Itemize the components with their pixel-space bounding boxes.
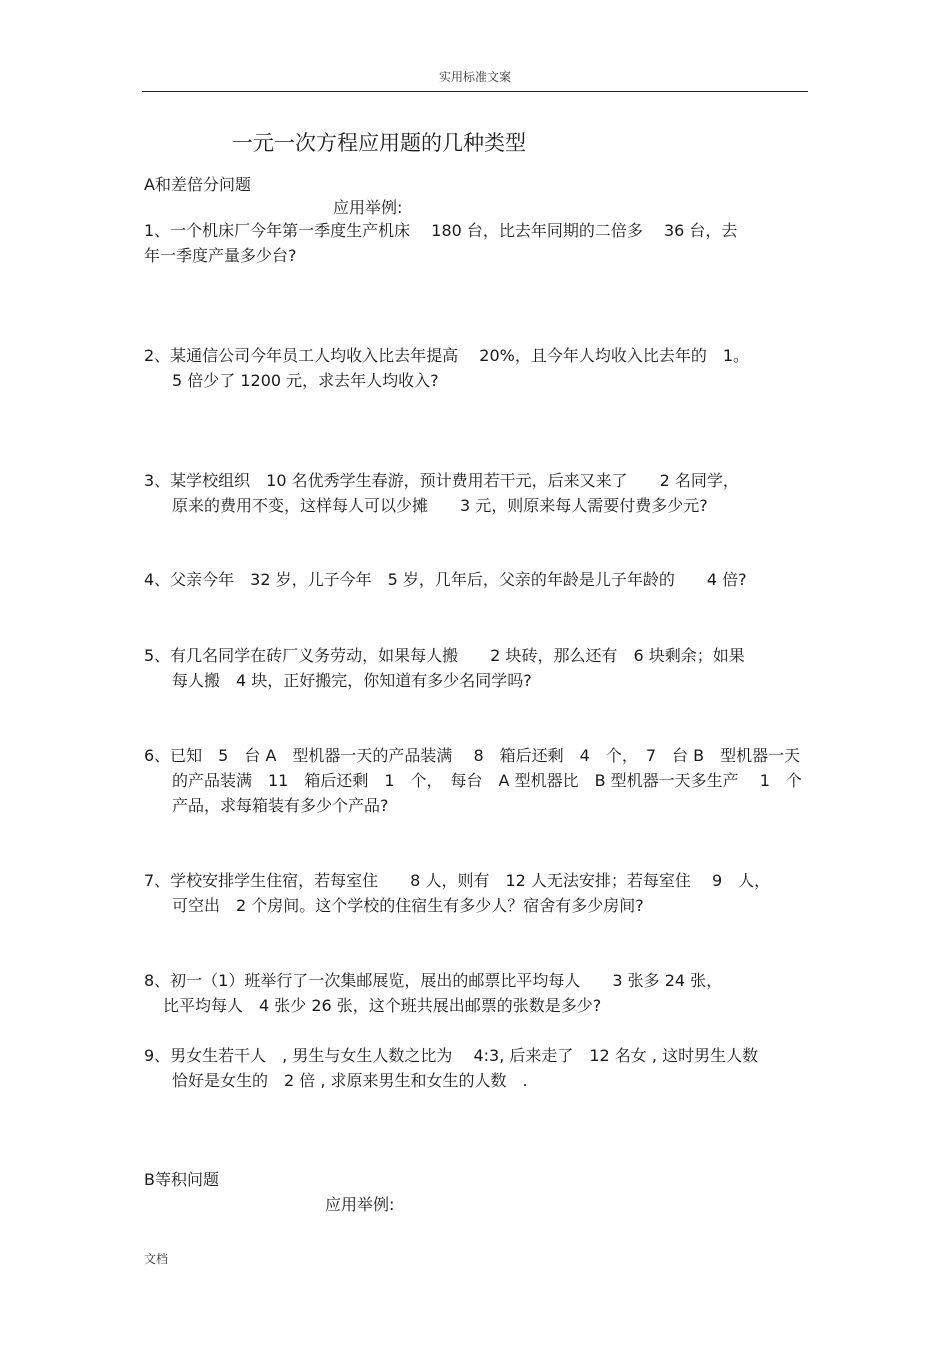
page-header: 实用标准文案 bbox=[438, 70, 511, 84]
question-3-line-2: 原来的费用不变，这样每人可以少摊 3 元，则原来每人需要付费多少元? bbox=[172, 496, 708, 515]
question-6-line-1: 6、已知 5 台 A 型机器一天的产品装满 8 箱后还剩 4 个， 7 台 B 型机器一天 bbox=[144, 746, 801, 765]
question-7-line-1: 7、学校安排学生住宿，若每室住 8 人，则有 12 人无法安排；若每室住 9 人， bbox=[144, 871, 771, 890]
question-6-line-2: 的产品装满 11 箱后还剩 1 个， 每台 A 型机器比 B 型机器一天多生产 1 个 bbox=[172, 771, 802, 790]
question-8-line-1: 8、初一（1）班举行了一次集邮展览，展出的邮票比平均每人 3 张多 24 张， bbox=[144, 971, 723, 990]
question-2-line-2: 5 倍少了 1200 元，求去年人均收入? bbox=[172, 371, 439, 390]
question-6-line-3: 产品，求每箱装有多少个产品? bbox=[172, 796, 389, 815]
question-7-line-2: 可空出 2 个房间。这个学校的住宿生有多少人？宿舍有多少房间? bbox=[172, 896, 644, 915]
page-footer: 文档 bbox=[144, 1252, 169, 1266]
question-9-line-1: 9、男女生若干人 , 男生与女生人数之比为 4:3, 后来走了 12 名女 , 这时男生人数 bbox=[144, 1046, 759, 1065]
section-b-example-label: 应用举例: bbox=[325, 1195, 395, 1214]
question-1-line-2: 年一季度产量多少台? bbox=[144, 246, 297, 265]
question-1-line-1: 1、一个机床厂今年第一季度生产机床 180 台，比去年同期的二倍多 36 台，去 bbox=[144, 221, 738, 240]
section-a-heading: A和差倍分问题 bbox=[144, 175, 251, 194]
document-title: 一元一次方程应用题的几种类型 bbox=[232, 131, 526, 155]
question-3-line-1: 3、某学校组织 10 名优秀学生春游，预计费用若干元，后来又来了 2 名同学， bbox=[144, 471, 739, 490]
question-8-line-2: 比平均每人 4 张少 26 张，这个班共展出邮票的张数是多少? bbox=[163, 996, 602, 1015]
section-b-heading: B等积问题 bbox=[144, 1170, 219, 1189]
question-5-line-2: 每人搬 4 块，正好搬完，你知道有多少名同学吗? bbox=[172, 671, 532, 690]
question-5-line-1: 5、有几名同学在砖厂义务劳动，如果每人搬 2 块砖，那么还有 6 块剩余；如果 bbox=[144, 646, 745, 665]
header-rule bbox=[142, 91, 808, 92]
question-2-line-1: 2、某通信公司今年员工人均收入比去年提高 20%，且今年人均收入比去年的 1。 bbox=[144, 346, 750, 365]
section-a-example-label: 应用举例: bbox=[333, 198, 403, 217]
question-9-line-2: 恰好是女生的 2 倍 , 求原来男生和女生的人数 . bbox=[172, 1071, 528, 1090]
question-4-line-1: 4、父亲今年 32 岁，儿子今年 5 岁，几年后，父亲的年龄是儿子年龄的 4 倍? bbox=[144, 570, 747, 589]
